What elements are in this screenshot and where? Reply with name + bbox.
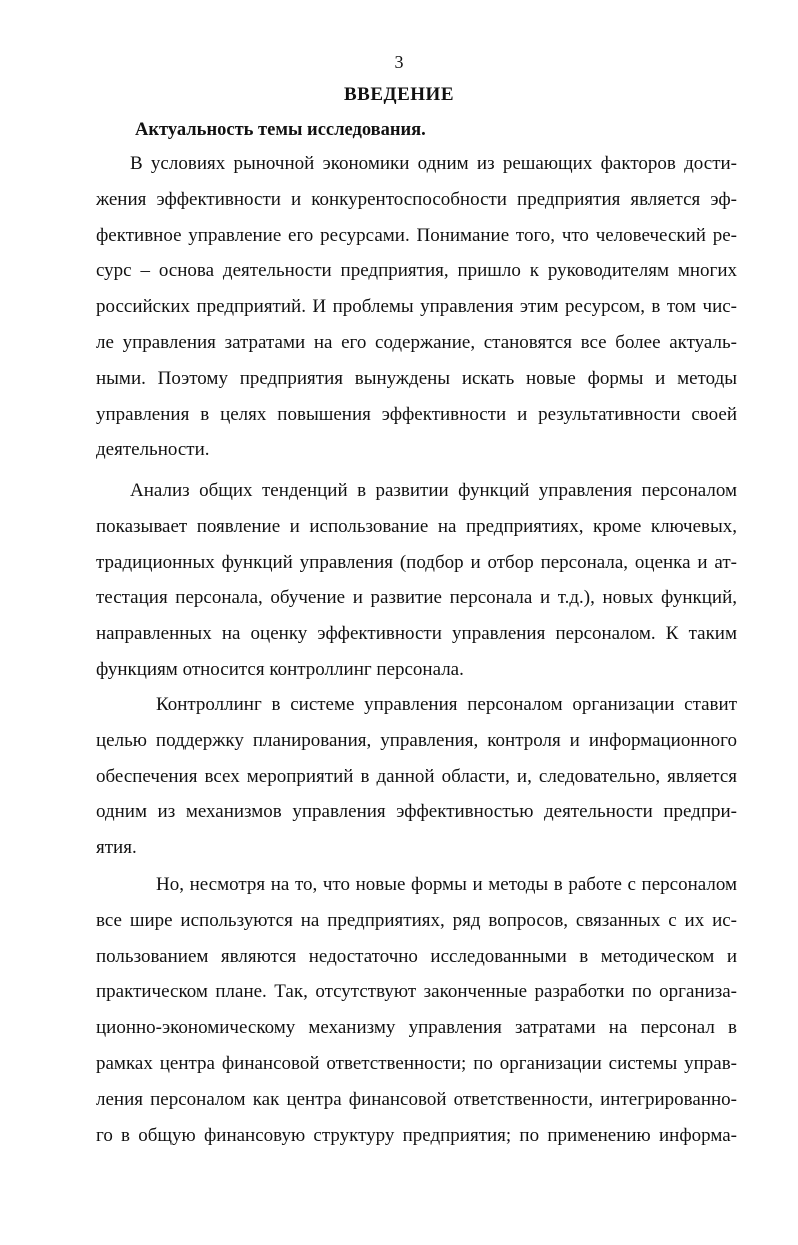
text-line: Анализ общих тенденций в развитии функций управления персоналом — [130, 480, 737, 501]
text-line: В условиях рыночной экономики одним из решающих факторов дости- — [130, 153, 737, 174]
text-line: обеспечения всех мероприятий в данной области, и, следовательно, является — [96, 765, 737, 787]
paragraph-open-questions — [96, 867, 737, 1153]
text-line: го в общую финансовую структуру предприятия; по применению информа- — [96, 1124, 737, 1146]
text-line: ционно-экономическому механизму управления затратами на персонал в — [96, 1017, 737, 1039]
text-line: деятельности. — [96, 439, 210, 461]
paragraph-relevance — [96, 146, 737, 468]
section-heading: ВВЕДЕНИЕ — [344, 84, 454, 105]
text-line: сурс – основа деятельности предприятия, пришло к руководителям многих — [96, 260, 737, 282]
text-line: целью поддержку планирования, управления, контроля и информационного — [96, 729, 737, 751]
text-line: показывает появление и использование на предприятиях, кроме ключевых, — [96, 515, 737, 537]
text-line: Контроллинг в системе управления персоналом организации ставит — [156, 694, 737, 715]
text-line: все шире используются на предприятиях, ряд вопросов, связанных с их ис- — [96, 909, 737, 931]
text-line: ления персоналом как центра финансовой ответственности, интегрированно- — [96, 1088, 737, 1110]
paragraph-trends — [96, 473, 737, 688]
text-line: ными. Поэтому предприятия вынуждены искать новые формы и методы — [96, 367, 737, 389]
page-number: 3 — [394, 52, 404, 72]
text-line: управления в целях повышения эффективности и результативности своей — [96, 403, 737, 425]
text-line: тестация персонала, обучение и развитие персонала и т.д.), новых функций, — [96, 587, 737, 609]
text-line: российских предприятий. И проблемы управления этим ресурсом, в том чис- — [96, 296, 737, 318]
text-line: практическом плане. Так, отсутствуют законченные разработки по организа- — [96, 981, 737, 1003]
paragraph-controlling — [96, 687, 737, 866]
text-line: Но, несмотря на то, что новые формы и методы в работе с персоналом — [156, 874, 737, 895]
text-line: рамках центра финансовой ответственности; по организации системы управ- — [96, 1052, 737, 1074]
text-line: жения эффективности и конкурентоспособности предприятия является эф- — [96, 188, 737, 210]
text-line: одним из механизмов управления эффективностью деятельности предпри- — [96, 801, 737, 823]
text-line: пользованием являются недостаточно исследованными в методическом и — [96, 945, 737, 967]
text-line: ле управления затратами на его содержание, становятся все более актуаль- — [96, 331, 737, 353]
subsection-heading: Актуальность темы исследования. — [135, 120, 426, 140]
text-line: функциям относится контроллинг персонала. — [96, 658, 464, 680]
text-line: фективное управление его ресурсами. Понимание того, что человеческий ре- — [96, 224, 737, 246]
text-line: традиционных функций управления (подбор и отбор персонала, оценка и ат- — [96, 551, 737, 573]
text-line: направленных на оценку эффективности управления персоналом. К таким — [96, 623, 737, 645]
text-line: ятия. — [96, 837, 137, 859]
